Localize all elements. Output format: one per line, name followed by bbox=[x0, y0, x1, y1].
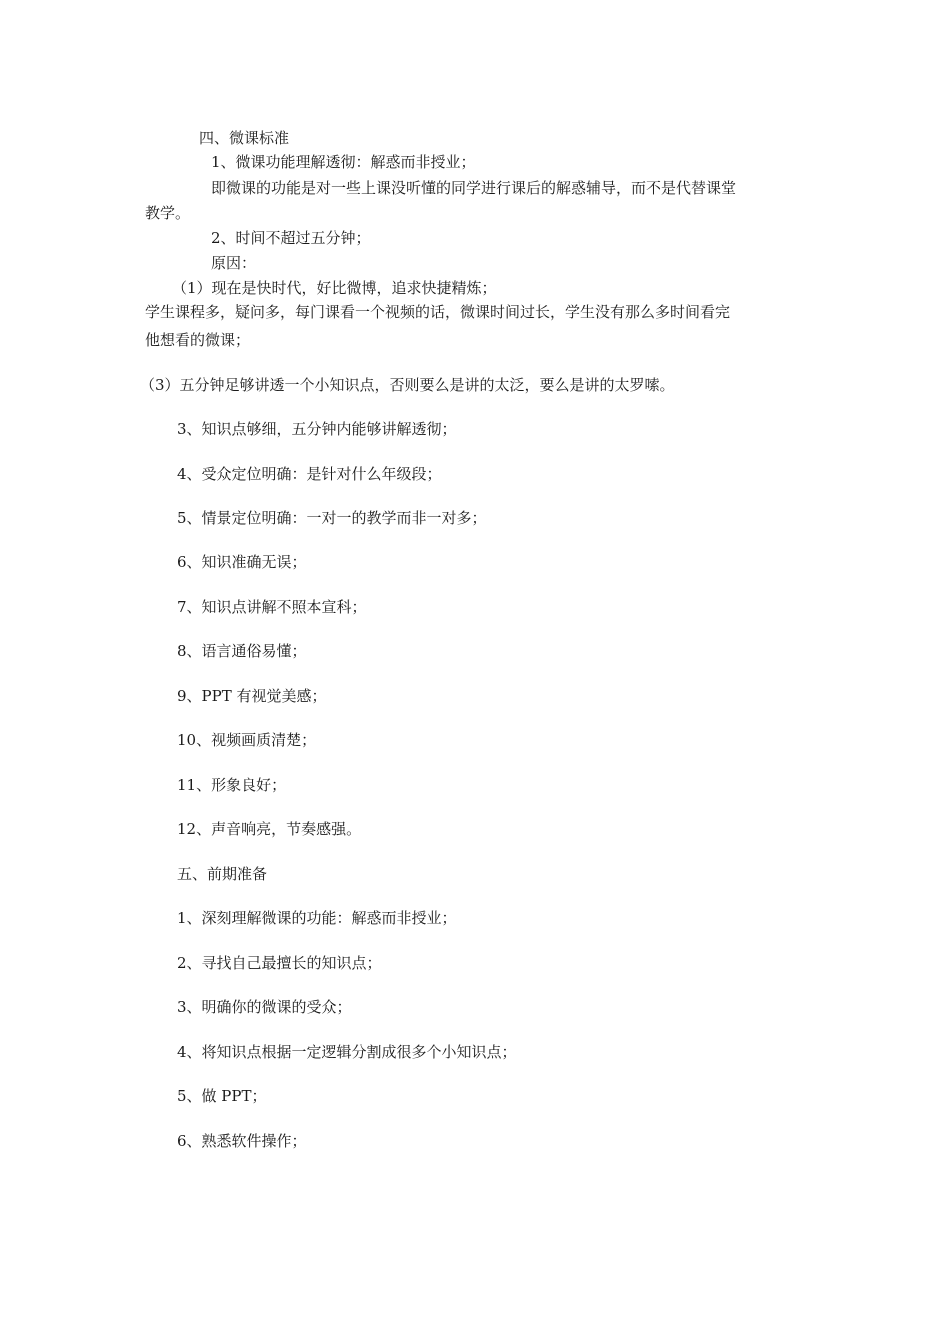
reason-1: （1）现在是快时代，好比微博，追求快捷精炼； bbox=[172, 279, 497, 297]
section4-list-item: 6、知识准确无误； bbox=[177, 553, 307, 571]
section4-list-item: 11、形象良好； bbox=[177, 776, 287, 794]
section4-list-item: 12、声音响亮，节奏感强。 bbox=[177, 820, 362, 838]
reason-label: 原因： bbox=[211, 254, 257, 272]
section4-list-item: 8、语言通俗易懂； bbox=[177, 642, 307, 660]
section4-item-1-explain-line1: 即微课的功能是对一些上课没听懂的同学进行课后的解惑辅导，而不是代替课堂 bbox=[211, 179, 737, 197]
section4-list-item: 9、PPT 有视觉美感； bbox=[177, 687, 327, 705]
section4-item-1: 1、微课功能理解透彻：解惑而非授业； bbox=[211, 153, 476, 171]
section4-list-item: 3、知识点够细，五分钟内能够讲解透彻； bbox=[177, 420, 457, 438]
section5-list-item: 4、将知识点根据一定逻辑分割成很多个小知识点； bbox=[177, 1043, 517, 1061]
section4-list-item: 4、受众定位明确：是针对什么年级段； bbox=[177, 465, 442, 483]
section5-list-item: 3、明确你的微课的受众； bbox=[177, 998, 352, 1016]
section4-item-1-explain-line2: 教学。 bbox=[145, 204, 191, 222]
reason-2-line2: 他想看的微课； bbox=[145, 331, 251, 349]
reason-2-line1: 学生课程多，疑问多，每门课看一个视频的话，微课时间过长，学生没有那么多时间看完 bbox=[145, 303, 731, 321]
reason-3: （3）五分钟足够讲透一个小知识点，否则要么是讲的太泛，要么是讲的太罗嗦。 bbox=[140, 376, 675, 394]
section5-list-item: 2、寻找自己最擅长的知识点； bbox=[177, 954, 382, 972]
section5-list-item: 1、深刻理解微课的功能：解惑而非授业； bbox=[177, 909, 457, 927]
section5-heading: 五、前期准备 bbox=[177, 865, 268, 883]
section4-list-item: 5、情景定位明确：一对一的教学而非一对多； bbox=[177, 509, 487, 527]
section4-list-item: 7、知识点讲解不照本宣科； bbox=[177, 598, 367, 616]
section4-list-item: 10、视频画质清楚； bbox=[177, 731, 317, 749]
section4-item-2: 2、时间不超过五分钟； bbox=[211, 229, 371, 247]
section4-heading: 四、微课标准 bbox=[199, 129, 290, 147]
section5-list-item: 6、熟悉软件操作； bbox=[177, 1132, 307, 1150]
section5-list-item: 5、做 PPT； bbox=[177, 1087, 267, 1105]
